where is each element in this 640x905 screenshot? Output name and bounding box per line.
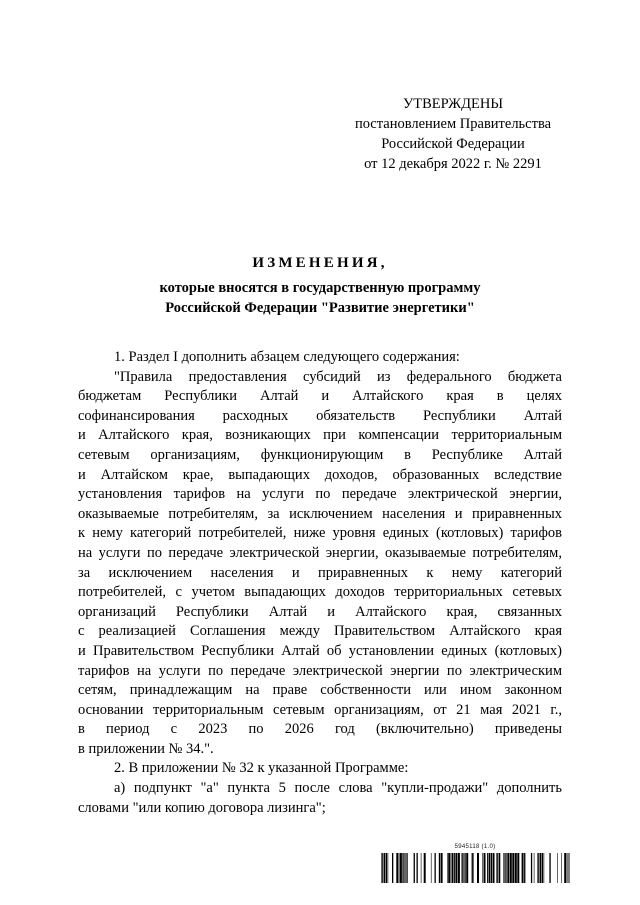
text-line: за исключением населения и приравненных к нему категорий xyxy=(78,564,562,581)
text-line: основании территориальным сетевым организациям, от 21 мая 2021 г., xyxy=(78,701,562,718)
barcode-bar xyxy=(402,853,403,883)
approval-line: УТВЕРЖДЕНЫ xyxy=(402,96,504,112)
subtitle-line: Российской Федерации "Развитие энергетики" xyxy=(165,300,475,316)
barcode-bar xyxy=(473,853,474,883)
text-line: 1. Раздел I дополнить абзацем следующего содержания: xyxy=(114,349,460,365)
barcode-bar xyxy=(503,853,504,883)
barcode-bar xyxy=(538,853,539,883)
text-line: тарифов на услуги по передаче электрической энергии по электрическим xyxy=(78,662,562,679)
barcode-bar xyxy=(512,853,514,883)
barcode-bar xyxy=(424,853,426,883)
barcode-bar xyxy=(399,853,400,883)
barcode-bar xyxy=(382,853,383,883)
barcode-bar xyxy=(557,853,558,883)
barcode-bar xyxy=(417,853,418,883)
barcode-bar xyxy=(463,853,464,883)
barcode-bar xyxy=(549,853,550,883)
text-line: в период с 2023 по 2026 год (включительно) приведены xyxy=(78,721,562,738)
text-line: сетевым организациям, функционирующим в Республике Алтай xyxy=(78,446,562,463)
barcode-bar xyxy=(561,853,562,883)
text-line: 2. В приложении № 32 к указанной Программе: xyxy=(114,760,409,777)
approval-block xyxy=(330,94,576,174)
barcode-bar xyxy=(405,853,406,883)
text-line: и Алтайского края, возникающих при компенсации территориальным xyxy=(78,427,562,444)
paragraph xyxy=(78,779,562,818)
barcode-bar xyxy=(564,853,566,883)
barcode-bar xyxy=(441,853,443,883)
text-line: потребителей, с учетом выпадающих доходов территориальных сетевых xyxy=(78,584,562,601)
barcode-bar xyxy=(517,853,519,883)
barcode-bar xyxy=(534,853,535,883)
barcode-bar xyxy=(451,853,452,883)
barcode-bar xyxy=(435,853,436,883)
barcode-bar xyxy=(431,853,432,883)
document-title: ИЗМЕНЕНИЯ, xyxy=(252,255,388,271)
approval-line: Российской Федерации xyxy=(381,136,525,152)
barcode-bar xyxy=(396,853,398,883)
barcode-bar xyxy=(567,853,568,883)
document-body xyxy=(78,348,562,818)
barcode-bar xyxy=(568,853,569,883)
barcode-bar xyxy=(569,853,570,883)
barcode-bar xyxy=(489,853,490,883)
barcode-bar xyxy=(454,853,455,883)
barcode-bar xyxy=(386,853,387,883)
barcode-bar xyxy=(448,853,450,883)
barcode-bar xyxy=(491,853,492,883)
barcode-bar xyxy=(496,853,497,883)
barcode-bar xyxy=(506,853,507,883)
text-line: установления тарифов на услуги по передаче электрической энергии, xyxy=(78,486,562,503)
barcode-bar xyxy=(515,853,517,883)
text-line: к нему категорий потребителей, ниже уровня единых (котловых) тарифов xyxy=(78,525,562,542)
text-line: словами "или копию договора лизинга"; xyxy=(78,799,326,816)
barcode-bar xyxy=(400,853,402,883)
text-line: "Правила предоставления субсидий из федерального бюджета xyxy=(114,368,562,385)
barcode-bar xyxy=(466,853,468,883)
text-line: а) подпункт "а" пункта 5 после слова "купли-продажи" дополнить xyxy=(114,780,562,797)
barcode-bar xyxy=(462,853,463,883)
barcode-image xyxy=(380,853,570,883)
text-line: с реализацией Соглашения между Правительством Алтайского края xyxy=(78,623,562,640)
paragraph xyxy=(78,368,562,760)
barcode-bar xyxy=(507,853,509,883)
text-line: и Алтайском крае, выпадающих доходов, образованных вследствие xyxy=(78,466,562,483)
barcode-bar xyxy=(544,853,545,883)
barcode-bar xyxy=(497,853,498,883)
barcode-bar xyxy=(499,853,500,883)
barcode-bar xyxy=(482,853,483,883)
barcode-bar xyxy=(384,853,385,883)
barcode-bar xyxy=(406,853,407,883)
subtitle-line: которые вносятся в государственную программу xyxy=(159,280,481,296)
barcode-bar xyxy=(531,853,532,883)
barcode-bar xyxy=(540,853,541,883)
barcode-block xyxy=(380,844,570,883)
barcode-bar xyxy=(464,853,465,883)
barcode-bar xyxy=(455,853,457,883)
text-line: бюджетам Республики Алтай и Алтайского края в целях xyxy=(78,388,562,405)
barcode-bar xyxy=(447,853,448,883)
paragraph xyxy=(78,759,562,779)
text-line: оказываемые потребителям, за исключением населения и приравненных xyxy=(78,505,562,522)
barcode-bar xyxy=(404,853,405,883)
approval-line: постановлением Правительства xyxy=(354,116,552,132)
barcode-bar xyxy=(477,853,479,883)
barcode-bar xyxy=(414,853,415,883)
text-line: софинансирования расходных обязательств Республики Алтай xyxy=(78,407,562,424)
text-line: в приложении № 34.". xyxy=(78,740,214,757)
paragraph xyxy=(78,348,562,368)
barcode-number: 5945118 (1.0) xyxy=(454,844,496,850)
approval-line: от 12 декабря 2022 г. № 2291 xyxy=(364,156,542,172)
barcode-bar xyxy=(439,853,440,883)
barcode-bar xyxy=(524,853,525,883)
barcode-bar xyxy=(484,853,486,883)
barcode-bar xyxy=(388,853,389,883)
barcode-bar xyxy=(452,853,453,883)
text-line: и Правительством Республики Алтай об установлении единых (котловых) xyxy=(78,642,562,659)
barcode-bar xyxy=(522,853,524,883)
text-line: сетям, принадлежащим на праве собственности или ином законном xyxy=(78,682,562,699)
barcode-bar xyxy=(537,853,538,883)
document-subtitle xyxy=(0,278,640,318)
text-line: на услуги по передаче электрической энергии, оказываемые потребителям, xyxy=(78,544,562,561)
barcode-bar xyxy=(504,853,505,883)
barcode-bar xyxy=(542,853,543,883)
barcode-bar xyxy=(487,853,488,883)
barcode-bar xyxy=(381,853,382,883)
barcode-bar xyxy=(421,853,422,883)
barcode-bar xyxy=(458,853,460,883)
barcode-bar xyxy=(493,853,495,883)
text-line: организаций Республики Алтай и Алтайского края, связанных xyxy=(78,603,562,620)
barcode-bar xyxy=(472,853,473,883)
barcode-bar xyxy=(392,853,393,883)
barcode-bar xyxy=(510,853,512,883)
